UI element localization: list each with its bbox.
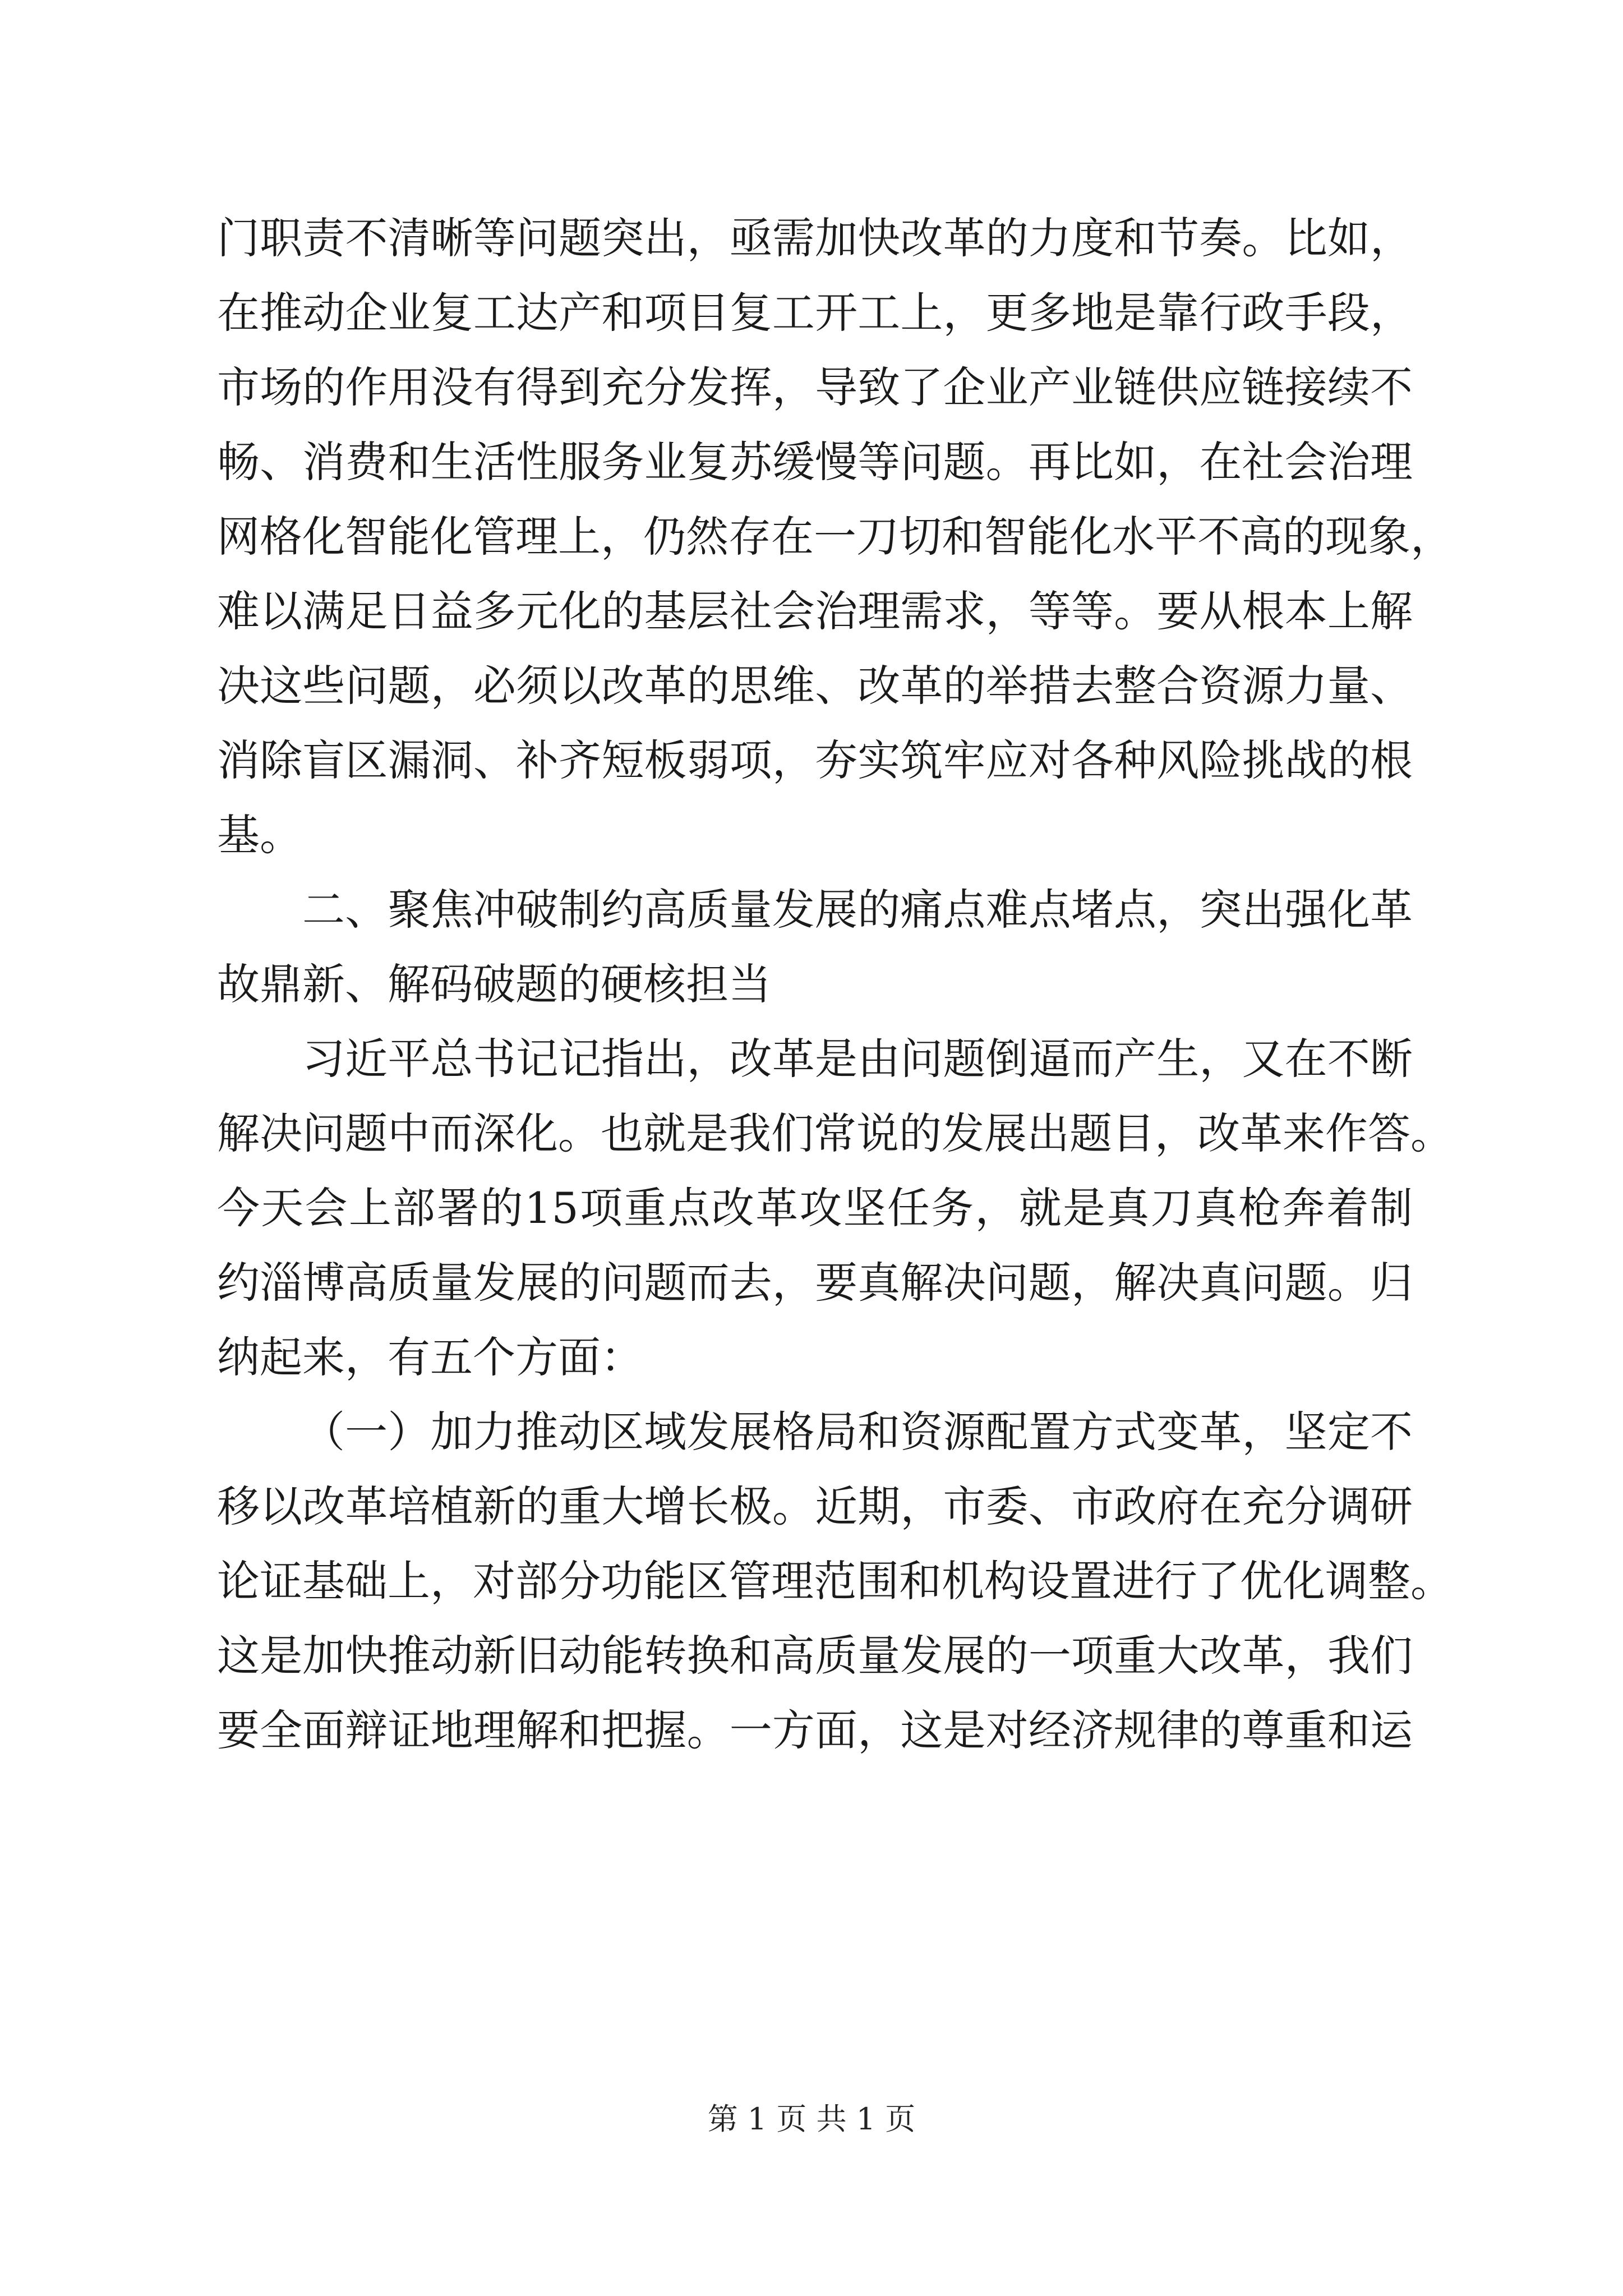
text-line: 论证基础上，对部分功能区管理范围和机构设置进行了优化调整。 <box>217 1556 1453 1606</box>
document-body <box>217 201 1453 1768</box>
text-line: 决这些问题，必须以改革的思维、改革的举措去整合资源力量、 <box>217 661 1413 711</box>
text-line: 在推动企业复工达产和项目复工开工上，更多地是靠行政手段， <box>217 288 1413 338</box>
page-number-footer: 第 1 页 共 1 页 <box>707 2101 916 2137</box>
text-line: 难以满足日益多元化的基层社会治理需求，等等。要从根本上解 <box>217 586 1413 636</box>
text-line: 这是加快推动新旧动能转换和高质量发展的一项重大改革，我们 <box>217 1631 1413 1681</box>
text-line: 基。 <box>217 810 302 860</box>
text-line: （一）加力推动区域发展格局和资源配置方式变革，坚定不 <box>302 1407 1413 1457</box>
text-line: 今天会上部署的15项重点改革攻坚任务，就是真刀真枪奔着制 <box>217 1183 1413 1233</box>
text-line: 门职责不清晰等问题突出，亟需加快改革的力度和节奏。比如， <box>217 213 1413 263</box>
text-line: 网格化智能化管理上，仍然存在一刀切和智能化水平不高的现象， <box>217 512 1453 562</box>
text-line: 习近平总书记记指出，改革是由问题倒逼而产生，又在不断 <box>302 1034 1413 1084</box>
text-line: 解决问题中而深化。也就是我们常说的发展出题目，改革来作答。 <box>217 1108 1453 1158</box>
text-line: 要全面辩证地理解和把握。一方面，这是对经济规律的尊重和运 <box>217 1705 1413 1755</box>
text-line: 纳起来，有五个方面： <box>217 1332 643 1382</box>
text-line: 消除盲区漏洞、补齐短板弱项，夯实筑牢应对各种风险挑战的根 <box>217 735 1413 785</box>
text-line: 市场的作用没有得到充分发挥，导致了企业产业链供应链接续不 <box>217 362 1413 412</box>
text-line: 移以改革培植新的重大增长极。近期，市委、市政府在充分调研 <box>217 1481 1413 1531</box>
text-line: 畅、消费和生活性服务业复苏缓慢等问题。再比如，在社会治理 <box>217 437 1413 487</box>
section-heading-line: 故鼎新、解码破题的硬核担当 <box>217 959 771 1009</box>
section-heading-line: 二、聚焦冲破制约高质量发展的痛点难点堵点，突出强化革 <box>302 885 1413 935</box>
text-line: 约淄博高质量发展的问题而去，要真解决问题，解决真问题。归 <box>217 1258 1413 1308</box>
